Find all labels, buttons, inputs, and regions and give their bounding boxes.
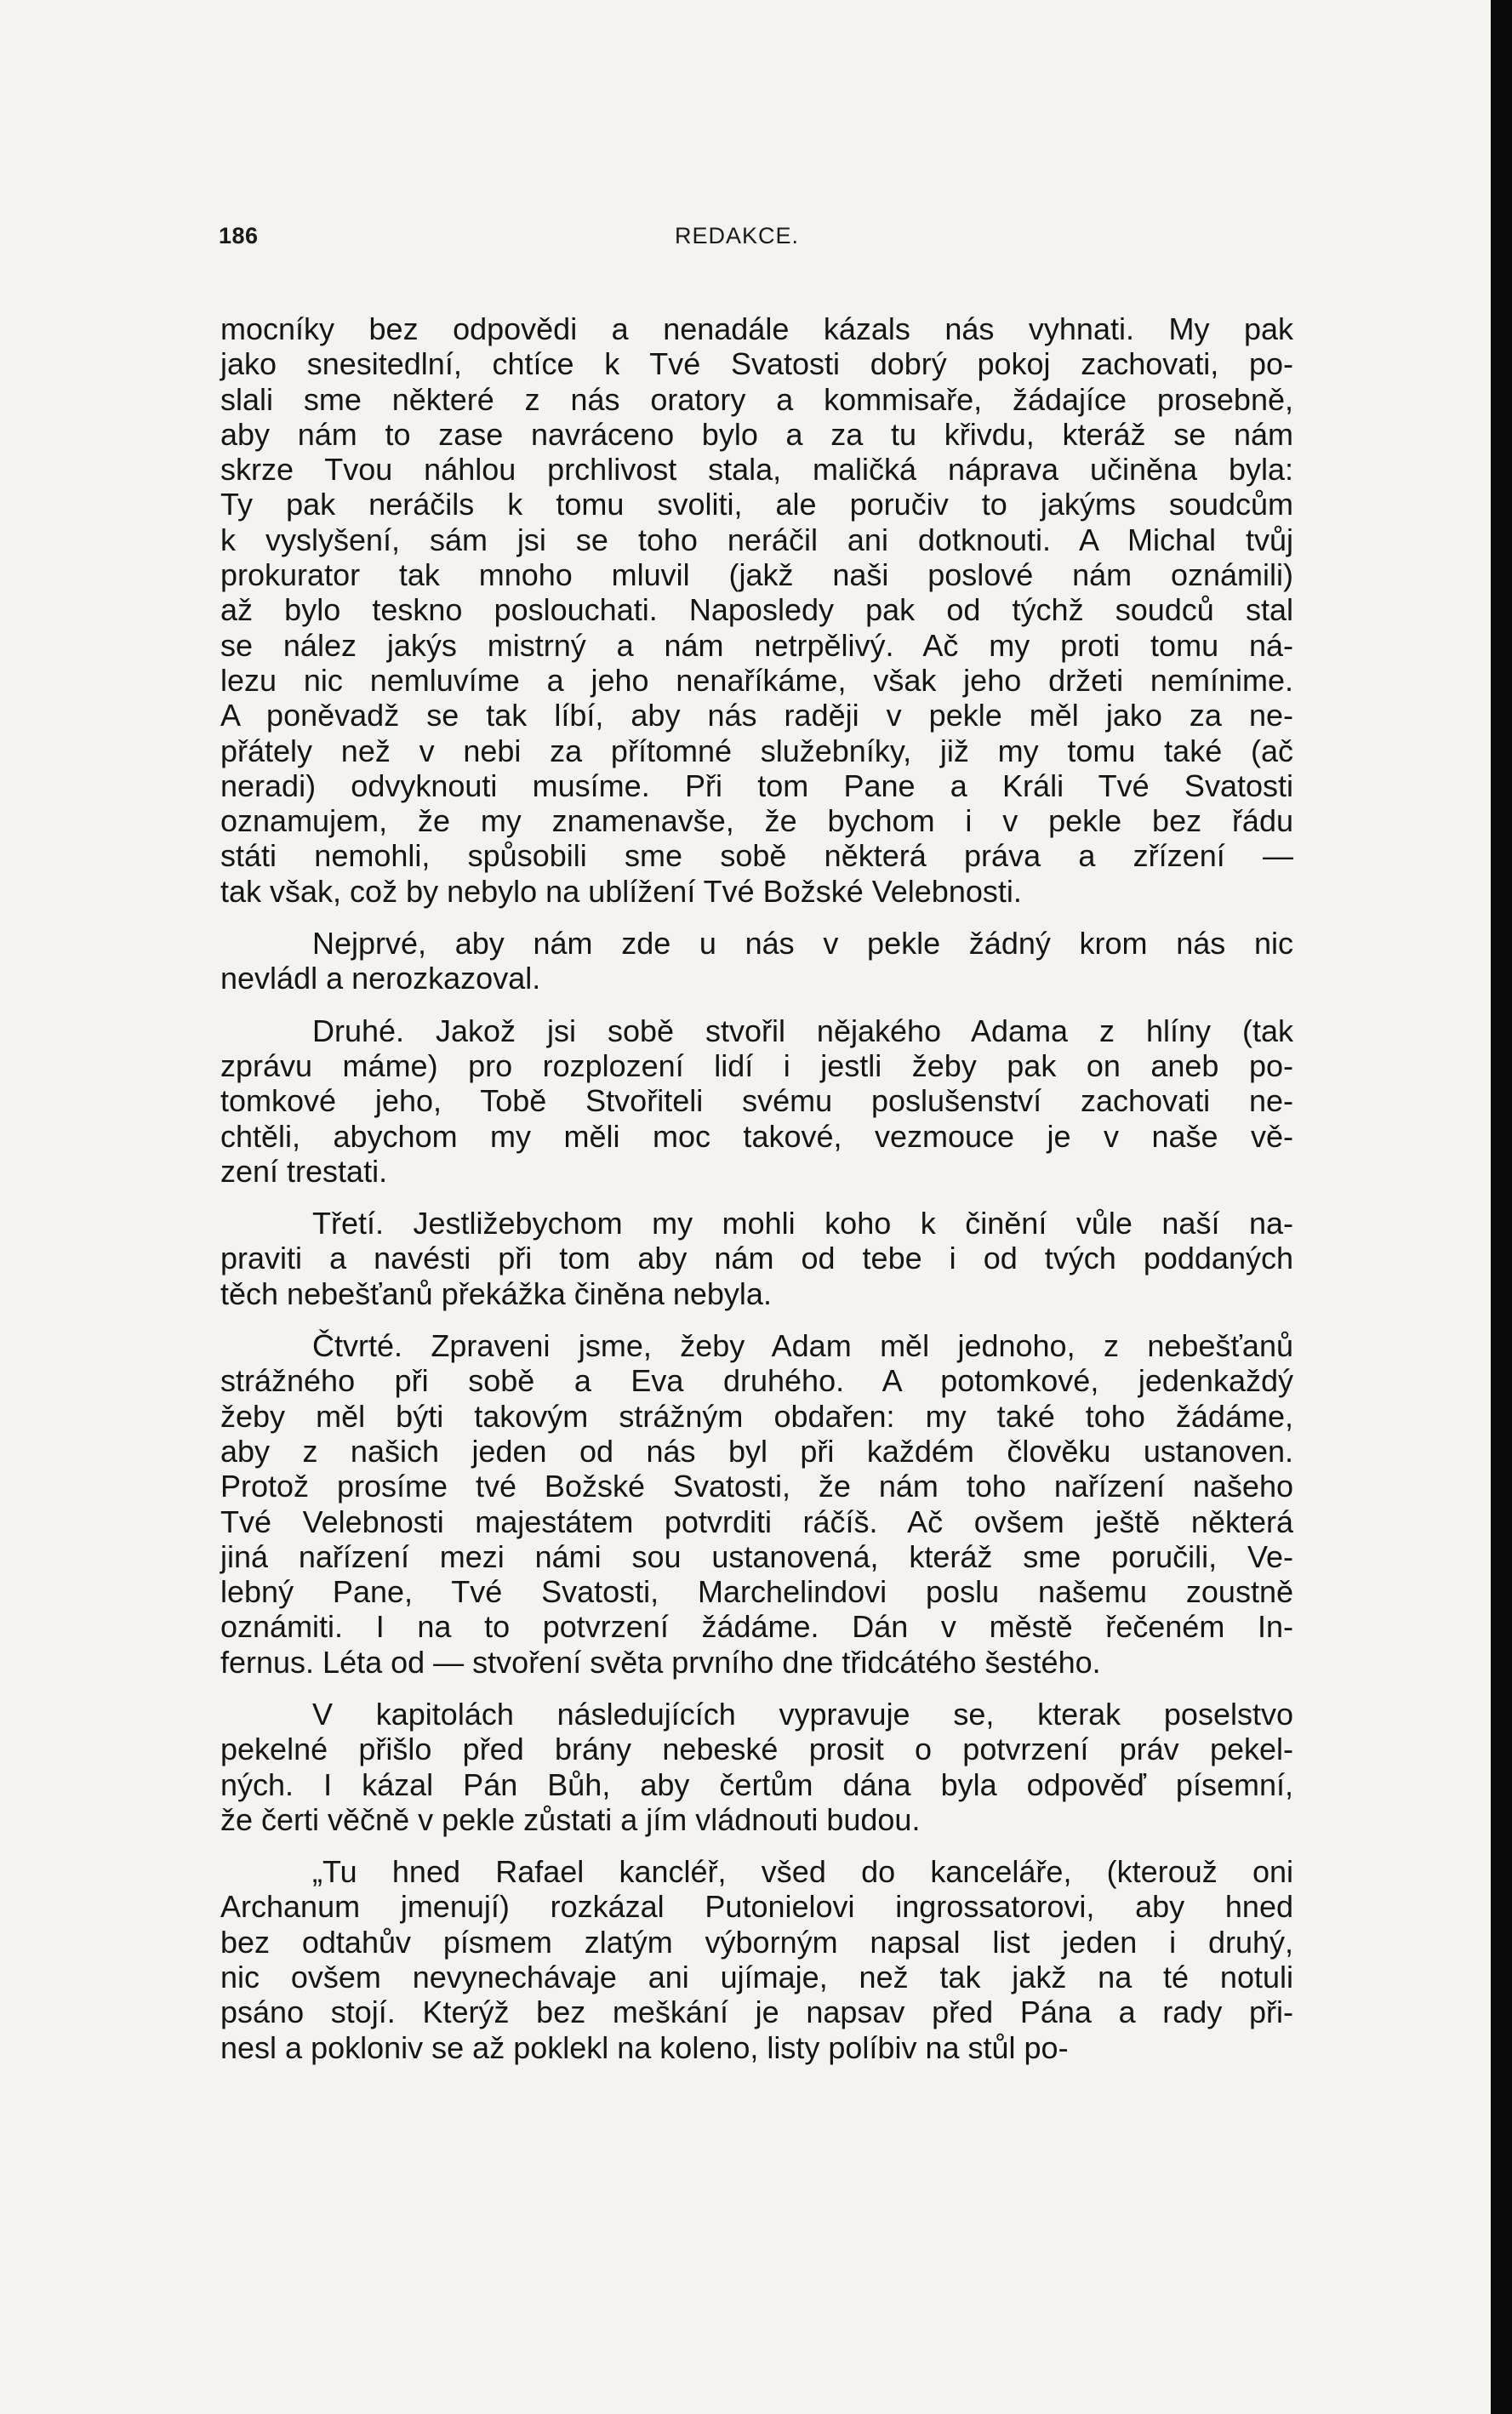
text-line: se nález jakýs mistrný a nám netrpělivý. Ač my proti tomu ná- [220,627,1293,663]
text-line: jako snesitedlní, chtíce k Tvé Svatosti dobrý pokoj zachovati, po- [220,346,1293,382]
text-line: Archanum jmenují) rozkázal Putonielovi ingrossatorovi, aby hned [220,1889,1293,1925]
text-line: prokurator tak mnoho mluvil (jakž naši poslové nám oznámili) [220,557,1293,593]
running-head: REDAKCE. [675,223,800,248]
text-line: Druhé. Jakož jsi sobě stvořil nějakého Adama z hlíny (tak [312,1013,1293,1048]
text-line: V kapitolách následujících vypravuje se, kterak poselstvo [312,1696,1293,1732]
text-line: Nejprvé, aby nám zde u nás v pekle žádný krom nás nic [312,926,1293,962]
paragraph [220,1854,1293,2065]
text-line: Ty pak neráčils k tomu svoliti, ale poručiv to jakýms soudcům [220,487,1293,522]
text-line: pekelné přišlo před brány nebeské prosit o potvrzení práv pekel- [220,1732,1293,1767]
body-text [220,311,1293,2065]
text-line: Čtvrté. Zpraveni jsme, žeby Adam měl jednoho, z nebešťanů [312,1328,1293,1364]
text-line: „Tu hned Rafael kancléř, všed do kanceláře, (kterouž oni [312,1854,1293,1890]
text-line: Protož prosíme tvé Božské Svatosti, že nám toho nařízení našeho [220,1469,1293,1504]
paragraph [220,311,1293,909]
page-header [219,223,1276,257]
text-line: oznamujem, že my znamenavše, že bychom i v pekle bez řádu [220,803,1293,839]
text-line: mocníky bez odpovědi a nenadále kázals nás vyhnati. My pak [220,311,1293,346]
text-line: aby z našich jeden od nás byl při každém člověku ustanoven. [220,1433,1293,1469]
text-line: zení trestati. [220,1153,388,1189]
text-line: A poněvadž se tak líbí, aby nás raději v pekle měl jako za ne- [220,698,1293,733]
text-line: lebný Pane, Tvé Svatosti, Marchelindovi poslu našemu zoustně [220,1574,1293,1610]
scan-edge [1491,0,1512,2414]
text-line: zprávu máme) pro rozplození lidí i jestli žeby pak on aneb po- [220,1047,1293,1083]
text-line: tak však, což by nebylo na ublížení Tvé Božské Velebnosti. [220,873,1022,909]
text-line: lezu nic nemluvíme a jeho nenaříkáme, však jeho držeti nemínime. [220,662,1293,698]
text-line: chtěli, abychom my měli moc takové, vezmouce je v naše vě- [220,1118,1293,1154]
text-line: ných. I kázal Pán Bůh, aby čertům dána byla odpověď písemní, [220,1766,1293,1802]
paragraph-gap [220,1837,1293,1854]
text-line: státi nemohli, spůsobili sme sobě některá práva a zřízení — [220,838,1293,874]
text-line: Tvé Velebnosti majestátem potvrditi ráčíš. Ač ovšem ještě některá [220,1504,1293,1539]
text-line: nic ovšem nevynechávaje ani ujímaje, než tak jakž na té notuli [220,1960,1293,1995]
paragraph [220,1206,1293,1311]
text-line: neradi) odvyknouti musíme. Při tom Pane a Králi Tvé Svatosti [220,768,1293,803]
text-line: nevládl a nerozkazoval. [220,961,541,996]
page-number: 186 [219,223,259,248]
text-line: až bylo teskno poslouchati. Naposledy pak od týchž soudců stal [220,592,1293,628]
text-line: že čerti věčně v pekle zůstati a jím vládnouti budou. [220,1801,921,1837]
text-line: těch nebešťanů překážka činěna nebyla. [220,1275,772,1311]
paragraph-gap [220,1189,1293,1206]
text-line: jiná nařízení mezi námi sou ustanovená, kteráž sme poručili, Ve- [220,1538,1293,1574]
text-line: praviti a navésti při tom aby nám od tebe i od tvých poddaných [220,1241,1293,1276]
text-line: oznámiti. I na to potvrzení žádáme. Dán v městě řečeném In- [220,1609,1293,1645]
paragraph-gap [220,909,1293,926]
text-line: aby nám to zase navráceno bylo a za tu křivdu, kteráž se nám [220,416,1293,452]
text-line: bez odtahův písmem zlatým výborným napsal list jeden i druhý, [220,1924,1293,1960]
text-line: tomkové jeho, Tobě Stvořiteli svému poslušenství zachovati ne- [220,1083,1293,1119]
paragraph [220,926,1293,996]
text-line: fernus. Léta od — stvoření světa prvního dne třidcátého šestého. [220,1644,1101,1680]
text-line: k vyslyšení, sám jsi se toho neráčil ani dotknouti. A Michal tvůj [220,522,1293,557]
text-line: nesl a pokloniv se až poklekl na koleno, listy políbiv na stůl po- [220,2029,1069,2065]
paragraph-gap [220,996,1293,1013]
text-line: skrze Tvou náhlou prchlivost stala, maličká náprava učiněna byla: [220,452,1293,488]
text-line: přátely než v nebi za přítomné služebníky, již my tomu také (ač [220,733,1293,768]
text-line: žeby měl býti takovým strážným obdařen: my také toho žádáme, [220,1398,1293,1434]
paragraph [220,1328,1293,1680]
text-line: slali sme některé z nás oratory a kommisaře, žádajíce prosebně, [220,381,1293,417]
text-line: strážného při sobě a Eva druhého. A potomkové, jedenkaždý [220,1363,1293,1399]
paragraph [220,1697,1293,1837]
paragraph [220,1013,1293,1189]
text-line: psáno stojí. Kterýž bez meškání je napsav před Pána a rady při- [220,1995,1293,2030]
paragraph-gap [220,1680,1293,1697]
text-line: Třetí. Jestližebychom my mohli koho k činění vůle naší na- [312,1206,1293,1241]
paragraph-gap [220,1311,1293,1328]
